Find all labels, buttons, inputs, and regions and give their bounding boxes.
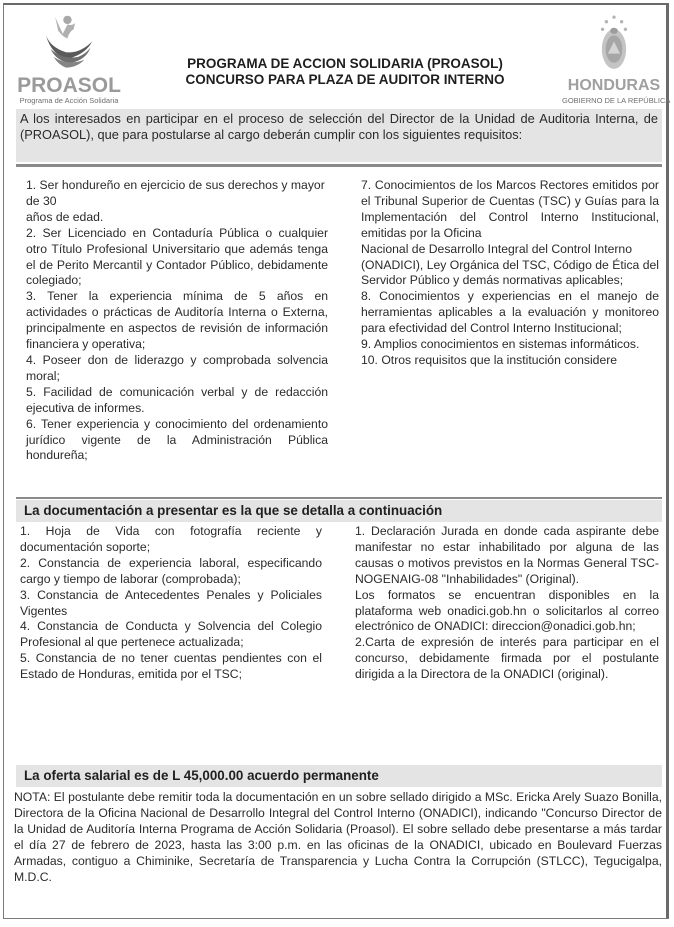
document-item: 5. Constancia de no tener cuentas pendientes con el Estado de Honduras, emitida por el TSC; — [20, 651, 322, 682]
documents-left-column — [20, 524, 322, 683]
requirement-item: años de edad. — [26, 209, 104, 224]
requirement-item: Nacional de Desarrollo Integral del Control Interno — [361, 241, 632, 256]
proasol-logo-subtitle: Programa de Acción Solidaria — [19, 96, 119, 105]
note-paragraph: NOTA: El postulante debe remitir toda la documentación en un sobre sellado dirigido a MSc. Ericka Arely Suazo Bonilla, Directora de la Oficina Nacional de Desarrollo Integral del Control Interno (ONADICI), indicando "Concurso Director de la Unidad de Auditoría Interna Programa de Acción Solidaria (Proasol). El sobre sellado debe presentarse a más tardar el día 27 de febrero de 2023, hasta las 3:00 p.m. en las oficinas de la ONADICI, ubicado en Boulevard Fuerzas Armadas, contiguo a Chiminike, Secretaría de Transparencia y Lucha Contra la Corrupción (STLCC), Tegucigalpa, M.D.C. — [14, 790, 662, 884]
requirement-item: 5. Facilidad de comunicación verbal y de redacción ejecutiva de informes. — [26, 384, 328, 415]
proasol-logo — [8, 10, 130, 106]
page-title — [140, 56, 550, 88]
requirement-item: 10. Otros requisitos que la institución considere — [361, 352, 618, 367]
requirement-item: 2. Ser Licenciado en Contaduría Pública o cualquier otro Título Profesional Universitario que además tenga el de Perito Mercantil y Contador Público, debidamente colegiado; — [26, 225, 328, 288]
header — [0, 0, 674, 106]
document-item: 1. Declaración Jurada en donde cada aspirante debe manifestar no estar inhabilitado por alguna de las causas o motivos previstos en la Normas General TSC-NOGENAIG-08 "Inhabilidades" (Original). — [355, 524, 659, 586]
salary-heading: La oferta salarial es de L 45,000.00 acuerdo permanente — [16, 765, 662, 787]
requirements-right-column — [361, 178, 659, 369]
document-item: 1. Hoja de Vida con fotografía reciente y documentación soporte; — [20, 524, 322, 554]
honduras-logo-name: HONDURAS — [567, 77, 661, 94]
intro-text: A los interesados en participar en el proceso de selección del Director de la Unidad de Auditoria Interna, de (PROASOL), que para postularse al cargo deberán cumplir con los siguientes requisitos: — [16, 109, 662, 162]
section-divider — [16, 164, 662, 167]
document-item: Los formatos se encuentran disponibles en la plataforma web onadici.gob.hn o solicitarlos al correo electrónico de ONADICI: direccion@onadici.gob.hn; — [355, 587, 659, 634]
requirement-item: (ONADICI), Ley Orgánica del TSC, Código de Ética del Servidor Público y demás normativas aplicables; — [361, 257, 659, 288]
honduras-seal — [562, 10, 671, 106]
title-line-2: CONCURSO PARA PLAZA DE AUDITOR INTERNO — [185, 72, 505, 87]
requirement-item: 4. Poseer don de liderazgo y comprobada solvencia moral; — [26, 352, 328, 383]
documents-heading: La documentación a presentar es la que se detalla a continuación — [16, 500, 662, 522]
title-line-1: PROGRAMA DE ACCION SOLIDARIA (PROASOL) — [187, 56, 503, 71]
section-divider — [16, 497, 662, 499]
requirements-left-column — [26, 178, 328, 464]
document-item: 2. Constancia de experiencia laboral, especificando cargo y tiempo de laborar (comprobada); — [20, 555, 322, 586]
document-item: 3. Constancia de Antecedentes Penales y Policiales Vigentes — [20, 587, 322, 618]
requirement-item: 3. Tener la experiencia mínima de 5 años en actividades o prácticas de Auditoría Interna o Externa, principalmente en aspectos de revisión de información financiera y operativa; — [26, 289, 328, 352]
proasol-logo-icon — [29, 10, 109, 76]
requirement-item: 1. Ser hondureño en ejercicio de sus derechos y mayor de 30 — [26, 178, 325, 208]
requirement-item: 6. Tener experiencia y conocimiento del ordenamiento jurídico vigente de la Administración Pública hondureña; — [26, 416, 328, 463]
document-item: 4. Constancia de Conducta y Solvencia del Colegio Profesional al que pertenece actualizada; — [20, 619, 322, 650]
requirement-item: 8. Conocimientos y experiencias en el manejo de herramientas aplicables a la evaluación y monitoreo para efectividad del Control Interno Institucional; — [361, 289, 659, 336]
documents-right-column — [355, 524, 659, 683]
proasol-logo-name: PROASOL — [17, 74, 121, 97]
right-border — [666, 4, 669, 918]
document-item: 2.Carta de expresión de interés para participar en el concurso, debidamente firmada por el postulante dirigida a la Directora de la ONADICI (original). — [355, 635, 659, 682]
honduras-logo-subtitle: GOBIERNO DE LA REPÚBLICA — [562, 96, 671, 105]
requirement-item: 9. Amplios conocimientos en sistemas informáticos. — [361, 337, 640, 352]
requirement-item: 7. Conocimientos de los Marcos Rectores emitidos por el Tribunal Superior de Cuentas (TSC) y Guías para la Implementación del Control Interno Institucional, emitidas por la Oficina — [361, 178, 659, 240]
honduras-seal-icon — [579, 10, 649, 76]
